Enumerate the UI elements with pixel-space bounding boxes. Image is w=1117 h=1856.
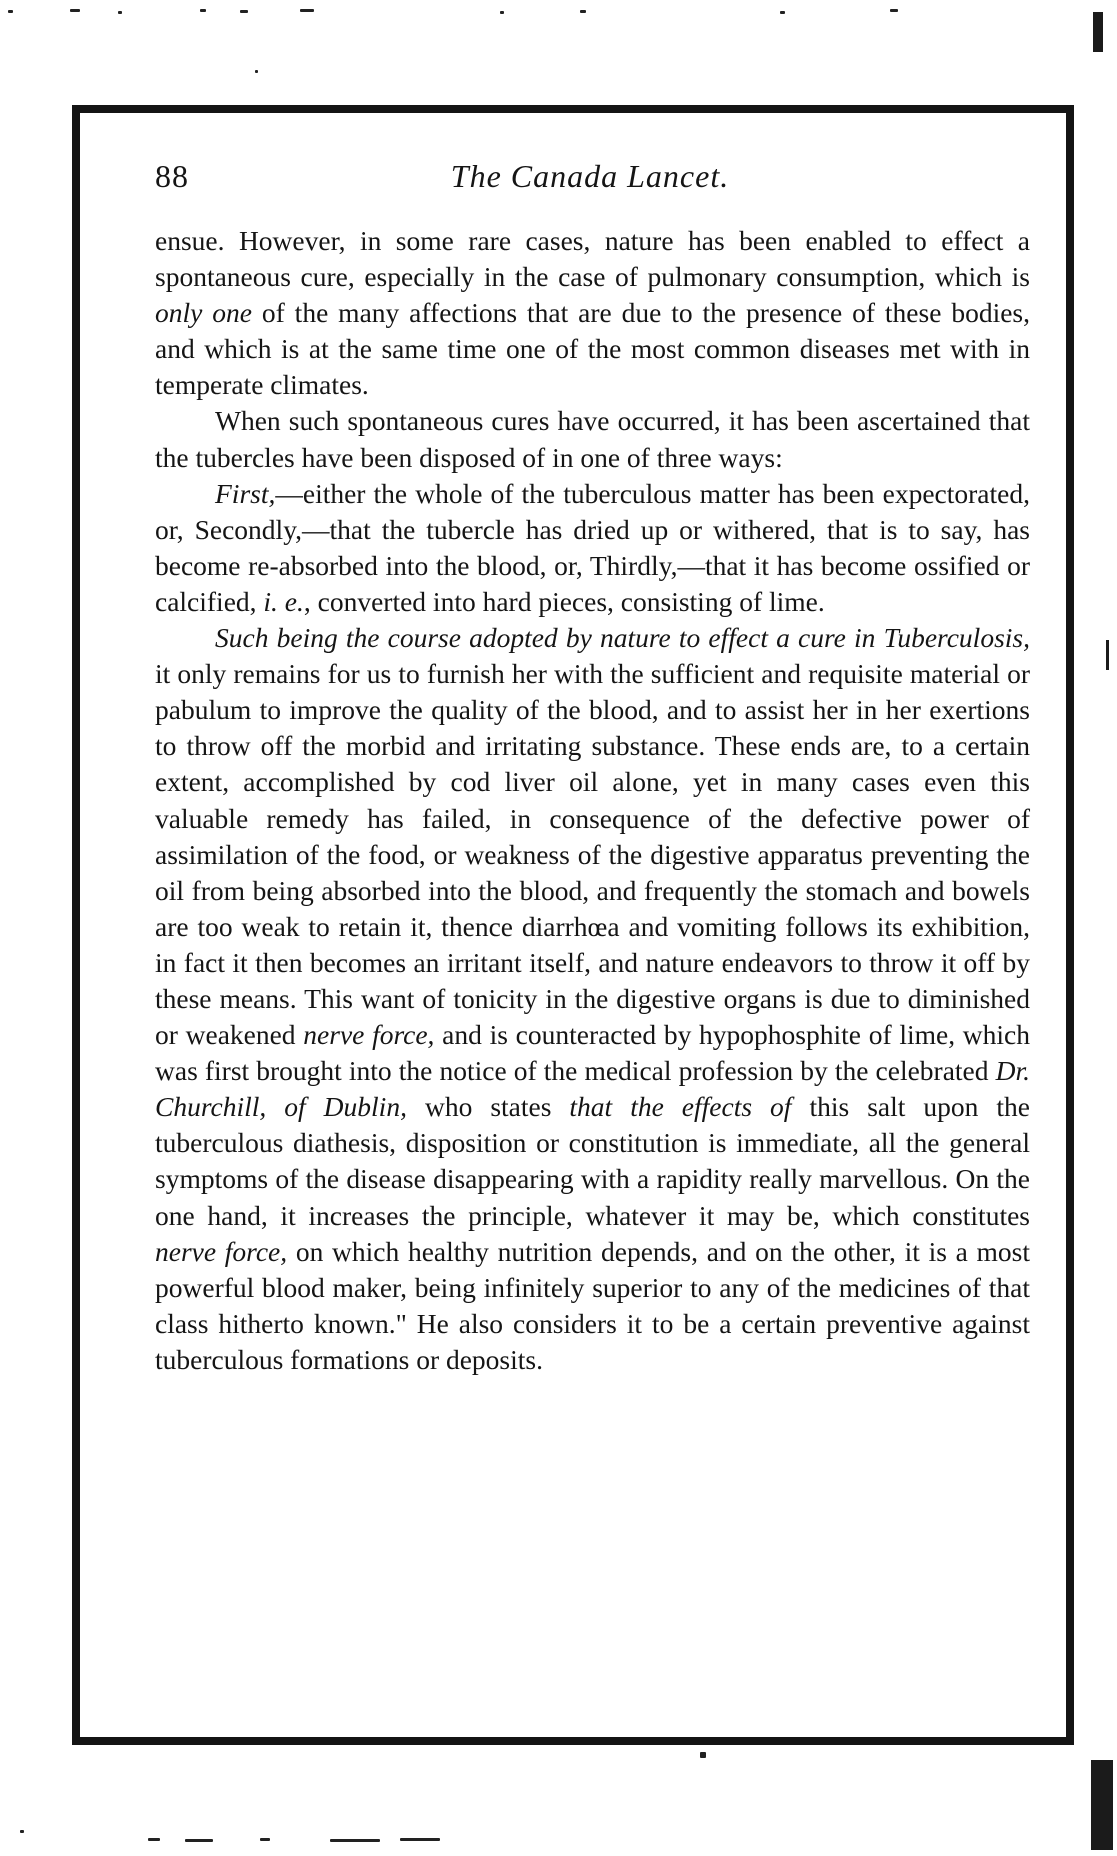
scan-speck <box>240 10 248 13</box>
scan-speck <box>118 11 122 14</box>
text-run: —either <box>275 477 374 509</box>
scan-speck <box>200 9 206 12</box>
italic-text-run: nerve force, <box>303 1019 435 1051</box>
italic-text-run: Dr. Churchill, of Dublin, <box>155 1055 1030 1123</box>
scan-speck <box>8 10 13 13</box>
article-body <box>155 223 1030 1378</box>
running-head <box>155 158 1025 198</box>
paragraph <box>155 620 1030 1378</box>
scan-speck <box>260 1838 270 1841</box>
paragraph <box>155 223 1030 403</box>
text-run: this salt upon the tuberculous diathesis, disposition or constitution is immediate, all the general symptoms of the disease disappearing with a rapidity really marvellous. On the one hand, it increases the principle, whatever it may be, which constitutes <box>155 1091 1030 1231</box>
text-run: When such spontaneous cures have occurred, it has been ascertained that the tubercles have been disposed of in one of three ways: <box>155 405 1030 473</box>
binding-edge-mark <box>1093 12 1103 52</box>
scan-speck <box>70 9 80 12</box>
paragraph <box>155 476 1030 620</box>
page-number: 88 <box>155 158 189 194</box>
scan-speck <box>300 9 314 12</box>
scan-speck <box>780 11 785 14</box>
text-run: —that the tubercle has dried up or withered, that is to say, has become re-absorbed into the blood, or, Thirdly,—that it has become ossified or calcified, <box>155 513 1030 617</box>
scan-speck <box>20 1830 24 1833</box>
text-run: it only remains for us to furnish her with the sufficient and requisite material or pabulum to improve the quality of the blood, and to assist her in her exertions to throw off the morbid and irritating substance. These ends are, to a certain extent, accomplished by cod liver oil alone, yet in many cases even this valuable remedy has failed, in consequence of the defective power of assimilation of the food, or weakness of the digestive apparatus preventing the oil from being absorbed into the blood, and frequently the stomach and bowels are too weak to retain it, thence diarrhœa and vomiting follows its exhibition, in fact it then becomes an irritant itself, and nature endeavors to throw it off by these means. This want of tonicity in the digestive organs is due to diminished or weakened <box>155 658 1030 1051</box>
scan-speck <box>580 10 586 13</box>
text-run: of the many affections that are due to the presence of these bodies, and which is at the same time one of the most common diseases met with in temperate climates. <box>155 297 1030 401</box>
running-title: The Canada Lancet. <box>450 158 730 194</box>
italic-text-run: Such being the course adopted by nature to effect a cure in Tuberculosis, <box>215 622 1030 654</box>
text-run: , converted into hard pieces, consisting of lime. <box>303 585 825 617</box>
text-run: the whole of the tuberculous matter has been expectorated, or, Secondly, <box>155 477 1030 545</box>
italic-text-run: i. e. <box>263 585 304 617</box>
scan-speck <box>400 1838 440 1841</box>
italic-text-run: only one <box>155 297 252 329</box>
italic-text-run: that the effects of <box>569 1091 792 1123</box>
scan-speck <box>330 1839 380 1842</box>
text-run: and is counteracted by hypophosphite of lime, which was first brought into the notice of the medical profession by the celebrated <box>155 1019 1030 1087</box>
text-run: who states <box>406 1091 570 1123</box>
scan-speck <box>500 11 504 14</box>
scan-speck <box>148 1838 160 1841</box>
text-run: on which healthy nutrition depends, and on the other, it is a most powerful blood maker, being infinitely superior to any of the medicines of that class hitherto known." He also considers it to be a certain preventive against tuberculous formations or deposits. <box>155 1235 1030 1375</box>
paragraph <box>155 403 1030 475</box>
text-run: ensue. However, in some rare cases, nature has been enabled to effect a spontaneous cure, especially in the case of pulmonary consumption, which is <box>155 225 1030 293</box>
italic-text-run: First, <box>215 477 276 509</box>
italic-text-run: nerve force, <box>155 1235 288 1267</box>
scan-speck <box>185 1839 213 1842</box>
scan-speck <box>890 9 898 12</box>
binding-edge-mark <box>1106 640 1109 670</box>
scan-speck <box>255 70 258 73</box>
binding-edge-mark <box>1091 1760 1113 1850</box>
scan-speck <box>700 1752 706 1758</box>
